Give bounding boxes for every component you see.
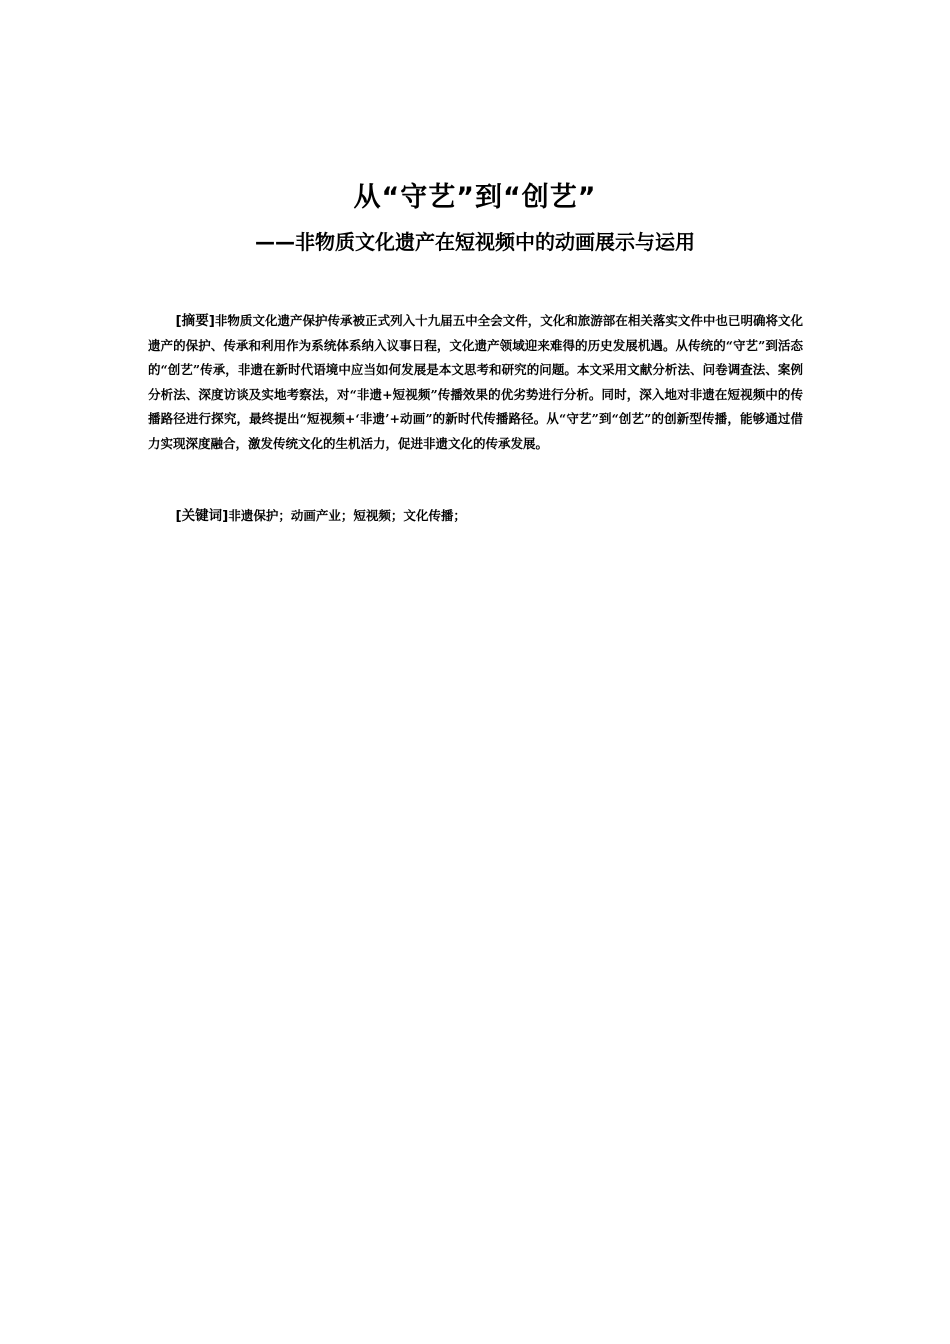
keywords-label: [关键词] [175, 508, 229, 524]
abstract-label: [摘要] [175, 313, 215, 329]
abstract-paragraph [148, 309, 803, 456]
abstract-text: 非物质文化遗产保护传承被正式列入十九届五中全会文件，文化和旅游部在相关落实文件中也已明确将文化遗产的保护、传承和利用作为系统体系纳入议事日程，文化遗产领域迎来难得的历史发展机遇。从传统的“守艺”到活态的“创艺”传承，非遗在新时代语境中应当如何发展是本文思考和研究的问题。本文采用文献分析法、问卷调查法、案例分析法、深度访谈及实地考察法，对“非遗+短视频”传播效果的优劣势进行分析。同时，深入地对非遗在短视频中的传播路径进行探究，最终提出“短视频+‘非遗’+动画”的新时代传播路径。从“守艺”到“创艺”的创新型传播，能够通过借力实现深度融合，激发传统文化的生机活力，促进非遗文化的传承发展。 [148, 313, 803, 451]
keywords-paragraph [148, 504, 803, 529]
document-subtitle: ——非物质文化遗产在短视频中的动画展示与运用 [255, 230, 695, 254]
document-title: 从“守艺”到“创艺” [353, 182, 597, 213]
keywords-text: 非遗保护；动画产业；短视频；文化传播； [228, 508, 466, 523]
